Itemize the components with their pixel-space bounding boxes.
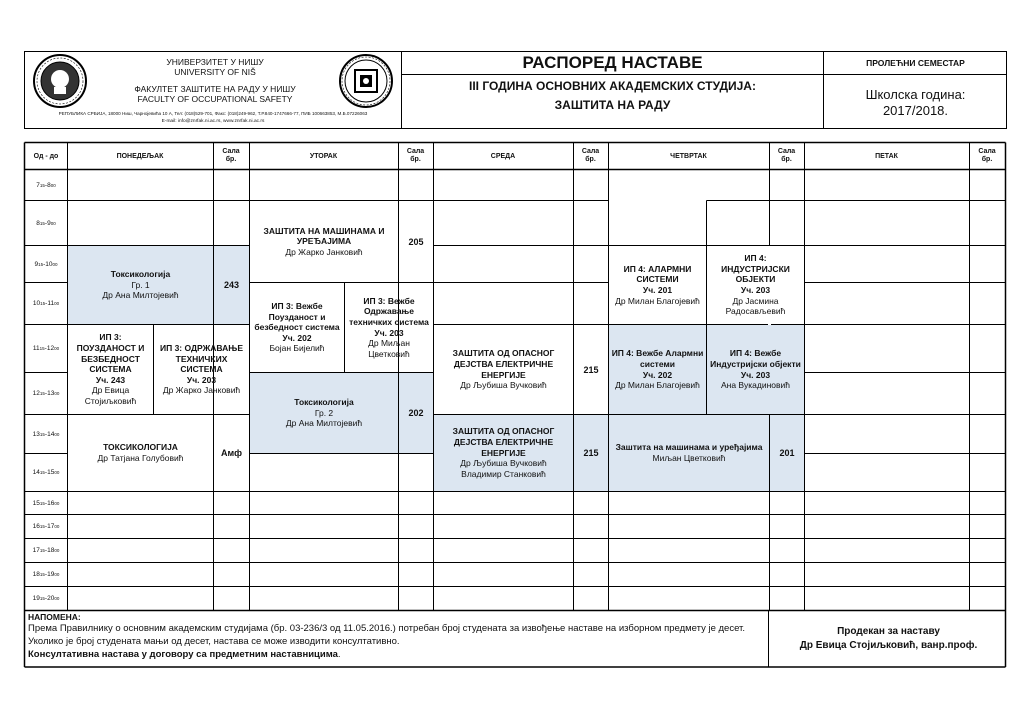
room-monday-toxicology: 243 (214, 246, 249, 324)
day-header-monday: ПОНЕДЕЉАК (116, 152, 164, 160)
signature-title: Продекан за наставу (837, 625, 940, 637)
time-slot-label: 15 15 - 16 00 (32, 499, 60, 507)
page-subtitle-2: ЗАШТИТА НА РАДУ (554, 98, 671, 112)
time-slot-label: 14 15 - 15 00 (32, 469, 60, 476)
day-header-wednesday: СРЕДА (490, 152, 516, 160)
entry-wednesday-electrical-safety-2: ЗАШТИТА ОД ОПАСНОГ ДЕЈСТВА ЕЛЕКТРИЧНЕ ЕНЕРГИЈЕ Др Љубиша Вучковић Владимир Станковић (434, 415, 573, 491)
time-slot-label: 8 15 - 9 00 (36, 219, 56, 227)
room-header-thursday: Сала бр. (777, 147, 796, 163)
day-header-thursday: ЧЕТВРТАК (670, 152, 707, 160)
day-header-tuesday: УТОРАК (309, 152, 338, 160)
room-wednesday-electrical-safety-2: 215 (574, 415, 608, 491)
time-slot-label: 10 15 - 11 00 (32, 300, 60, 307)
note-consultative-text: Консултативна настава у договору са предметним наставницима (28, 649, 338, 661)
time-slot-label: 19 15 - 20 00 (32, 595, 60, 602)
time-slot-label: 13 15 - 14 00 (32, 430, 60, 438)
note-consultative-end: . (337, 649, 341, 661)
note-title: НАПОМЕНА: (28, 612, 81, 622)
entry-monday-ip3-maintenance: ИП 3: ОДРЖАВАЊЕ ТЕХНИЧКИХ СИСТЕМА Уч. 203 Др Жарко Јанковић (160, 342, 243, 396)
time-column-header: Од - до (33, 152, 59, 160)
school-year-value: 2017/2018. (882, 102, 949, 118)
school-year-label: Школска година: (865, 86, 966, 102)
entry-monday-toxicology-lecture: ТОКСИКОЛОГИЈА Др Татјана Голубовић (97, 442, 184, 463)
time-slot-label: 16 15 - 17 00 (32, 523, 60, 530)
day-header-friday: ПЕТАК (875, 152, 898, 160)
time-slot-label: 11 15 - 12 00 (32, 345, 60, 352)
entry-tuesday-ip3-maintenance-exercises: ИП 3: Вежбе Одржавање техничких система Уч. 203 Др Миљан Цветковић (349, 295, 429, 359)
note-consultative (28, 649, 768, 662)
room-header-monday: Сала бр. (222, 147, 240, 163)
room-header-friday: Сала бр. (978, 147, 996, 163)
room-thursday-machine-safety: 201 (770, 415, 804, 491)
page-subtitle-1: III ГОДИНА ОСНОВНИХ АКАДЕМСКИХ СТУДИЈА: (469, 79, 756, 93)
room-header-wednesday: Сала бр. (581, 147, 600, 163)
room-tuesday-machine-safety: 205 (408, 236, 424, 247)
time-slot-label: 9 15 - 10 00 (34, 260, 58, 268)
entry-monday-toxicology-group1: Токсикологија Гр. 1 Др Ана Милтојевић (68, 246, 213, 324)
room-header-tuesday: Сала бр. (406, 147, 425, 163)
note-text: Према Правилнику о основним академским студијама (бр. 03-236/3 од 11.05.2016.) потребан број студената за извођење наставе на изборном предмету је десет. Уколико је број студената мањи од десет, настава се може изводити консултативно. (28, 623, 745, 648)
entry-thursday-ip4-industrial-exercises: ИП 4: Вежбе Индустријски објекти Уч. 203 Ана Вукадиновић (707, 325, 804, 414)
faculty-email: E-mail: info@znrfak.ni.ac.rs, www.znrfak.ni.ac.rs (161, 118, 265, 124)
entry-wednesday-electrical-safety-1: ЗАШТИТА ОД ОПАСНОГ ДЕЈСТВА ЕЛЕКТРИЧНЕ ЕНЕРГИЈЕ Др Љубиша Вучковић (452, 348, 555, 391)
entry-thursday-ip4-alarm-exercises: ИП 4: Вежбе Алармни системи Уч. 202 Др Милан Благојевић (609, 325, 706, 414)
room-wednesday-electrical-safety-1: 215 (583, 364, 599, 375)
entry-tuesday-ip3-reliability-exercises: ИП 3: Вежбе Поузданост и безбедност система Уч. 202 Бојан Бијелић (254, 300, 340, 354)
time-slot-label: 18 15 - 19 00 (32, 571, 60, 578)
faculty-name-en: FACULTY OF OCCUPATIONAL SAFETY (137, 94, 293, 104)
room-tuesday-toxicology: 202 (399, 373, 433, 453)
entry-thursday-ip4-alarm-systems: ИП 4: АЛАРМНИ СИСТЕМИ Уч. 201 Др Милан Благојевић (615, 263, 700, 306)
entry-tuesday-toxicology-group2: Токсикологија Гр. 2 Др Ана Милтојевић (250, 373, 398, 453)
entry-monday-ip3-reliability: ИП 3: ПОУЗДАНОСТ И БЕЗБЕДНОСТ СИСТЕМА Уч. 243 Др Евица Стојиљковић (76, 332, 145, 407)
entry-tuesday-machine-safety: ЗАШТИТА НА МАШИНАМА И УРЕЂАЈИМА Др Жарко Јанковић (263, 225, 385, 257)
time-slot-label: 12 15 - 13 00 (32, 390, 60, 397)
university-name-sr: УНИВЕРЗИТЕТ У НИШУ (166, 57, 264, 67)
faculty-address: РЕПУБЛИКА СРБИЈА, 18000 Ниш, Чарнојевића 10 А, Тел: (018)529-701, Факс: (018)249-962, Т.Р.840-1747666-77, ПИБ 100663853, М.Б.07226063 (58, 110, 368, 116)
time-slot-label: 17 15 - 18 00 (32, 547, 60, 554)
page-title: РАСПОРЕД НАСТАВЕ (522, 53, 703, 72)
semester-label: ПРОЛЕЋНИ СЕМЕСТАР (866, 58, 965, 68)
room-monday-amphitheater: Амф (221, 448, 242, 458)
university-name-en: UNIVERSITY OF NIŠ (174, 67, 256, 77)
footer-notes (28, 612, 768, 667)
signature-name: Др Евица Стојиљковић, ванр.проф. (799, 639, 978, 651)
faculty-name-sr: ФАКУЛТЕТ ЗАШТИТЕ НА РАДУ У НИШУ (134, 84, 296, 94)
time-slot-label: 7 15 - 8 00 (36, 181, 56, 189)
entry-thursday-ip4-industrial-objects: ИП 4: ИНДУСТРИЈСКИ ОБЈЕКТИ Уч. 203 Др Јасмина Радосављевић (721, 253, 790, 317)
entry-thursday-machine-safety: Заштита на машинама и уређајима Миљан Цветковић (609, 415, 769, 491)
